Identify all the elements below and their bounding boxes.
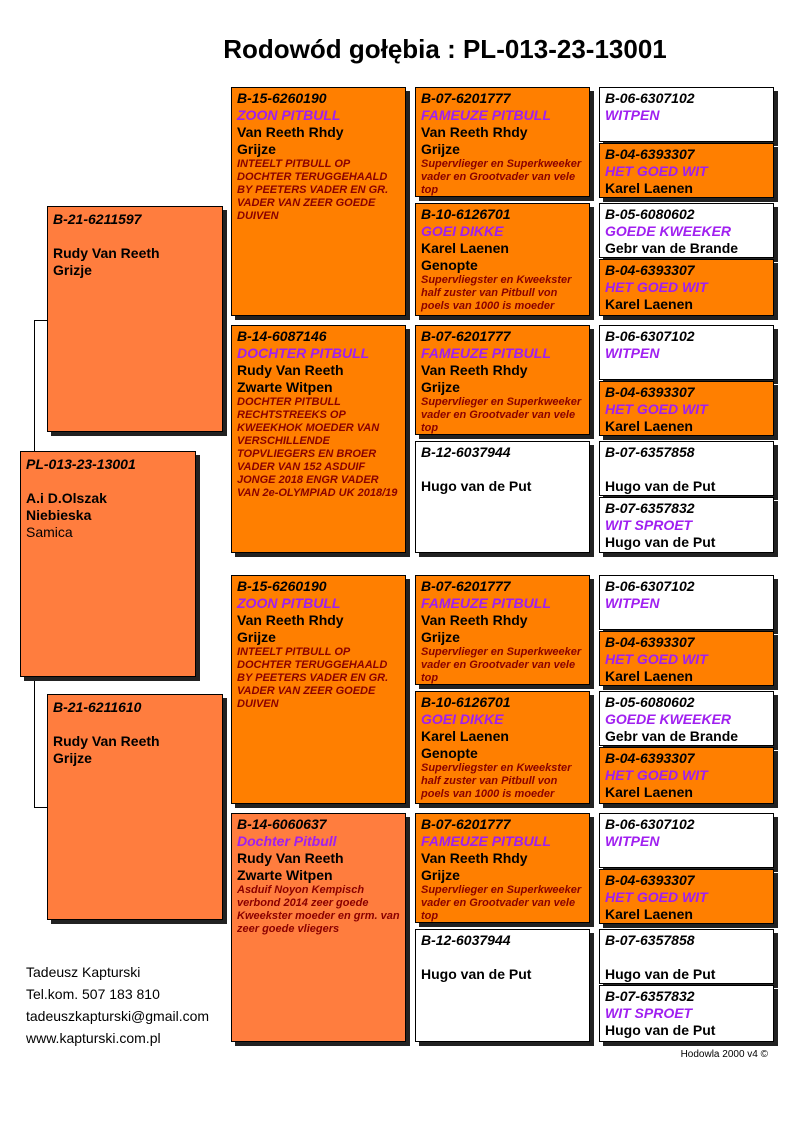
grandparent-box: [231, 325, 406, 553]
great-grandparent-box: [415, 203, 590, 316]
great-grandparent-box: [415, 441, 590, 553]
ggg-ring: B-04-6393307: [605, 384, 695, 400]
ggg-box: [599, 441, 774, 496]
ggg-ring: B-04-6393307: [605, 146, 695, 162]
ggg-box: [599, 869, 774, 924]
great-grandparent-box: [415, 813, 590, 923]
gg-ring: B-10-6126701: [421, 206, 511, 222]
subject-color: Niebieska: [26, 507, 92, 523]
grandparent-name: DOCHTER PITBULL: [237, 345, 370, 361]
ggg-name: WITPEN: [605, 345, 660, 361]
ggg-name: HET GOED WIT: [605, 279, 708, 295]
parent-box-sire: [47, 206, 223, 432]
ggg-ring: B-07-6357832: [605, 988, 695, 1004]
ggg-name: GOEDE KWEEKER: [605, 223, 732, 239]
gg-owner: Hugo van de Put: [421, 966, 532, 982]
great-grandparent-box: [415, 691, 590, 804]
breeder-website[interactable]: www.kapturski.com.pl: [26, 1030, 161, 1046]
great-grandparent-box: [415, 929, 590, 1042]
gg-desc: Supervliegster en Kweekster half zuster van Pitbull von poels van 1000 is moeder: [421, 762, 572, 800]
breeder-email[interactable]: tadeuszkapturski@gmail.com: [26, 1008, 210, 1024]
gg-color: Grijze: [421, 141, 460, 157]
ggg-name: GOEDE KWEEKER: [605, 711, 732, 727]
great-grandparent-box: [415, 325, 590, 435]
gg-ring: B-07-6201777: [421, 328, 511, 344]
connector-line: [34, 807, 48, 808]
grandparent-owner: Rudy Van Reeth: [237, 850, 344, 866]
ggg-name: HET GOED WIT: [605, 401, 708, 417]
ggg-box: [599, 631, 774, 686]
ggg-owner: Karel Laenen: [605, 668, 693, 684]
grandparent-box: [231, 575, 406, 804]
ggg-ring: B-06-6307102: [605, 90, 695, 106]
gg-owner: Van Reeth Rhdy: [421, 612, 528, 628]
parent-color: Grijze: [53, 750, 92, 766]
ggg-name: HET GOED WIT: [605, 767, 708, 783]
grandparent-color: Grijze: [237, 629, 276, 645]
parent-owner: Rudy Van Reeth: [53, 245, 160, 261]
grandparent-desc: INTEELT PITBULL OP DOCHTER TERUGGEHAALD BY PEETERS VADER EN GR. VADER VAN ZEER GOEDE DUIVEN: [237, 158, 389, 222]
ggg-box: [599, 747, 774, 804]
gg-ring: B-07-6201777: [421, 90, 511, 106]
connector-line: [34, 320, 48, 321]
grandparent-box: [231, 87, 406, 316]
ggg-owner: Gebr van de Brande: [605, 240, 739, 256]
gg-desc: Supervliegster en Kweekster half zuster van Pitbull von poels van 1000 is moeder: [421, 274, 572, 312]
grandparent-owner: Van Reeth Rhdy: [237, 124, 344, 140]
gg-desc: Supervlieger en Superkweeker vader en Grootvader van vele top: [421, 396, 582, 434]
grandparent-desc: DOCHTER PITBULL RECHTSTREEKS OP KWEEKHOK MOEDER VAN VERSCHILLENDE TOPVLIEGERS EN BROER VADER VAN 152 ASDUIF JONGE 2018 ENGR VADER VAN 2e-OLYMPIAD UK 2018/19: [237, 396, 398, 499]
ggg-box: [599, 203, 774, 258]
gg-ring: B-07-6201777: [421, 816, 511, 832]
ggg-ring: B-06-6307102: [605, 578, 695, 594]
gg-ring: B-10-6126701: [421, 694, 511, 710]
gg-owner: Karel Laenen: [421, 728, 509, 744]
ggg-ring: B-07-6357858: [605, 932, 695, 948]
software-version: Hodowla 2000 v4 ©: [680, 1049, 768, 1060]
parent-owner: Rudy Van Reeth: [53, 733, 160, 749]
ggg-ring: B-04-6393307: [605, 262, 695, 278]
gg-color: Grijze: [421, 867, 460, 883]
ggg-box: [599, 381, 774, 436]
gg-color: Genopte: [421, 745, 478, 761]
grandparent-name: ZOON PITBULL: [237, 107, 341, 123]
gg-name: FAMEUZE PITBULL: [421, 107, 551, 123]
ggg-name: HET GOED WIT: [605, 163, 708, 179]
subject-owner: A.i D.Olszak: [26, 490, 107, 506]
page-title: Rodowód gołębia : PL-013-23-13001: [223, 34, 667, 64]
ggg-box: [599, 325, 774, 380]
gg-name: FAMEUZE PITBULL: [421, 345, 551, 361]
ggg-owner: Karel Laenen: [605, 418, 693, 434]
grandparent-color: Zwarte Witpen: [237, 867, 333, 883]
ggg-owner: Karel Laenen: [605, 784, 693, 800]
ggg-ring: B-04-6393307: [605, 634, 695, 650]
gg-owner: Karel Laenen: [421, 240, 509, 256]
ggg-box: [599, 691, 774, 746]
great-grandparent-box: [415, 575, 590, 685]
ggg-ring: B-05-6080602: [605, 694, 695, 710]
gg-color: Grijze: [421, 379, 460, 395]
ggg-ring: B-06-6307102: [605, 328, 695, 344]
gg-desc: Supervlieger en Superkweeker vader en Grootvader van vele top: [421, 884, 582, 922]
ggg-box: [599, 497, 774, 553]
grandparent-name: Dochter Pitbull: [237, 833, 337, 849]
ggg-name: WITPEN: [605, 595, 660, 611]
ggg-owner: Karel Laenen: [605, 906, 693, 922]
breeder-contact: [26, 961, 209, 1049]
ggg-box: [599, 143, 774, 198]
gg-color: Genopte: [421, 257, 478, 273]
grandparent-name: ZOON PITBULL: [237, 595, 341, 611]
ggg-name: HET GOED WIT: [605, 889, 708, 905]
gg-name: FAMEUZE PITBULL: [421, 595, 551, 611]
parent-ring: B-21-6211597: [53, 211, 142, 227]
ggg-name: WIT SPROET: [605, 517, 693, 533]
subject-box: [20, 451, 196, 677]
breeder-name: Tadeusz Kapturski: [26, 964, 141, 980]
grandparent-desc: INTEELT PITBULL OP DOCHTER TERUGGEHAALD BY PEETERS VADER EN GR. VADER VAN ZEER GOEDE DUIVEN: [237, 646, 389, 710]
ggg-box: [599, 259, 774, 316]
ggg-name: WITPEN: [605, 833, 660, 849]
ggg-name: WIT SPROET: [605, 1005, 693, 1021]
ggg-owner: Hugo van de Put: [605, 478, 716, 494]
grandparent-color: Zwarte Witpen: [237, 379, 333, 395]
gg-name: GOEI DIKKE: [421, 223, 504, 239]
parent-ring: B-21-6211610: [53, 699, 142, 715]
gg-ring: B-12-6037944: [421, 932, 511, 948]
grandparent-box: [231, 813, 406, 1042]
ggg-box: [599, 985, 774, 1042]
grandparent-ring: B-15-6260190: [237, 90, 327, 106]
grandparent-color: Grijze: [237, 141, 276, 157]
parent-color: Grizje: [53, 262, 92, 278]
ggg-ring: B-04-6393307: [605, 750, 695, 766]
ggg-name: HET GOED WIT: [605, 651, 708, 667]
ggg-box: [599, 575, 774, 630]
gg-owner: Hugo van de Put: [421, 478, 532, 494]
ggg-owner: Hugo van de Put: [605, 1022, 716, 1038]
ggg-ring: B-05-6080602: [605, 206, 695, 222]
grandparent-owner: Rudy Van Reeth: [237, 362, 344, 378]
great-grandparent-box: [415, 87, 590, 197]
ggg-owner: Hugo van de Put: [605, 534, 716, 550]
gg-ring: B-07-6201777: [421, 578, 511, 594]
grandparent-ring: B-15-6260190: [237, 578, 327, 594]
gg-desc: Supervlieger en Superkweeker vader en Grootvader van vele top: [421, 646, 582, 684]
gg-ring: B-12-6037944: [421, 444, 511, 460]
ggg-owner: Hugo van de Put: [605, 966, 716, 982]
grandparent-ring: B-14-6087146: [237, 328, 327, 344]
ggg-ring: B-07-6357832: [605, 500, 695, 516]
gg-name: FAMEUZE PITBULL: [421, 833, 551, 849]
ggg-box: [599, 813, 774, 868]
ggg-owner: Karel Laenen: [605, 180, 693, 196]
breeder-phone: Tel.kom. 507 183 810: [26, 986, 160, 1002]
gg-owner: Van Reeth Rhdy: [421, 850, 528, 866]
grandparent-desc: Asduif Noyon Kempisch verbond 2014 zeer goede Kweekster moeder en grm. van zeer goede vliegers: [237, 884, 400, 935]
gg-desc: Supervlieger en Superkweeker vader en Grootvader van vele top: [421, 158, 582, 196]
subject-ring: PL-013-23-13001: [26, 456, 136, 472]
gg-color: Grijze: [421, 629, 460, 645]
ggg-owner: Gebr van de Brande: [605, 728, 739, 744]
grandparent-ring: B-14-6060637: [237, 816, 327, 832]
parent-box-dam: [47, 694, 223, 920]
gg-owner: Van Reeth Rhdy: [421, 362, 528, 378]
ggg-owner: Karel Laenen: [605, 296, 693, 312]
ggg-box: [599, 929, 774, 984]
subject-sex: Samica: [26, 524, 73, 540]
gg-name: GOEI DIKKE: [421, 711, 504, 727]
ggg-ring: B-04-6393307: [605, 872, 695, 888]
ggg-ring: B-06-6307102: [605, 816, 695, 832]
grandparent-owner: Van Reeth Rhdy: [237, 612, 344, 628]
ggg-name: WITPEN: [605, 107, 660, 123]
gg-owner: Van Reeth Rhdy: [421, 124, 528, 140]
ggg-box: [599, 87, 774, 142]
ggg-ring: B-07-6357858: [605, 444, 695, 460]
